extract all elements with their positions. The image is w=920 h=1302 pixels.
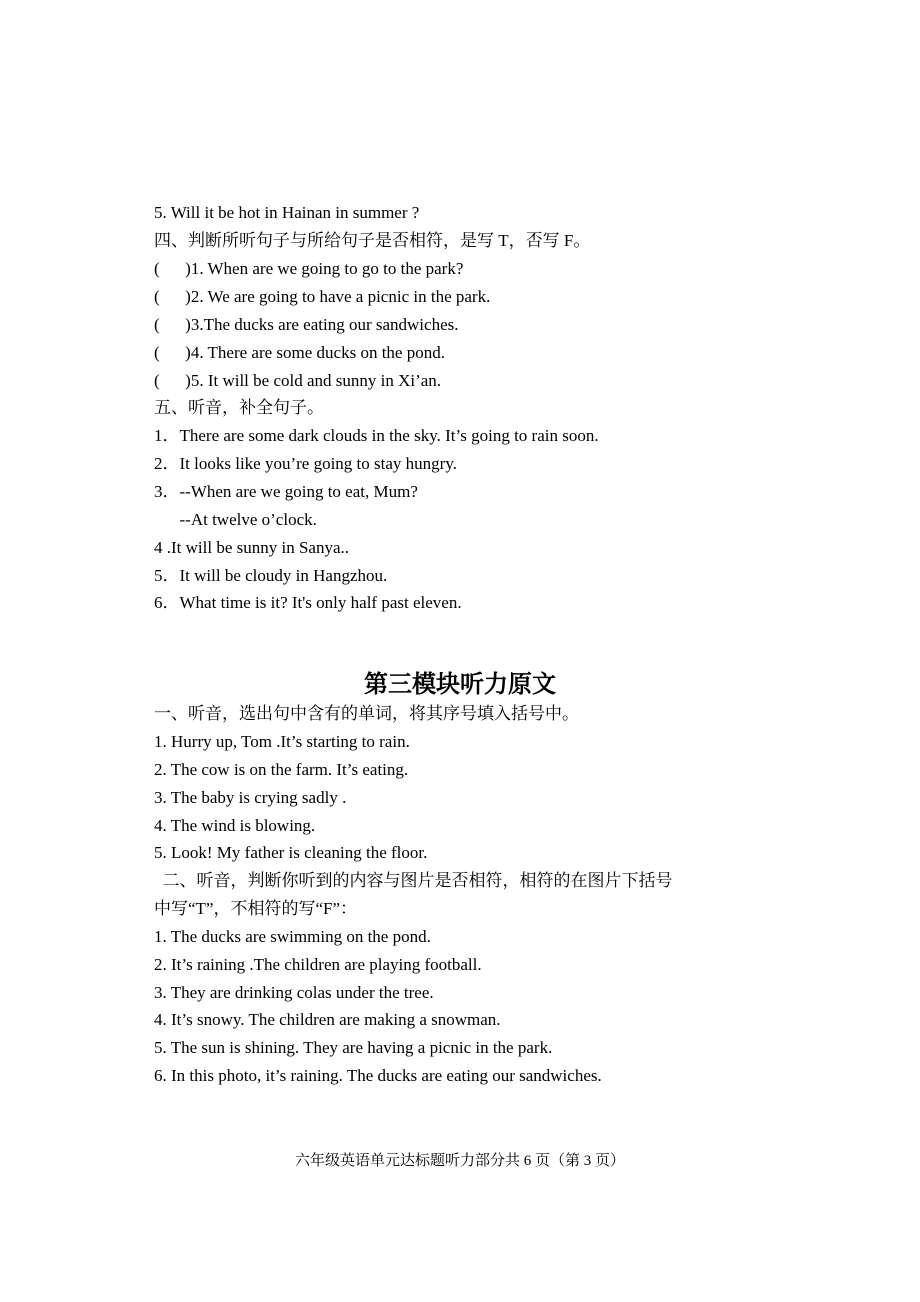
list-item: 1. The ducks are swimming on the pond. [154,927,431,946]
section-heading: 四、判断所听句子与所给句子是否相符，是写 T，否写 F。 [154,231,591,250]
list-item: ( )1. When are we going to go to the park? [154,259,464,278]
question-line: 5. Will it be hot in Hainan in summer ? [154,203,420,222]
list-item: ( )3.The ducks are eating our sandwiches. [154,315,459,334]
list-item: --At twelve o’clock. [154,510,317,529]
section-heading: 二、听音，判断你听到的内容与图片是否相符，相符的在图片下括号 [154,871,673,890]
list-item: 4. It’s snowy. The children are making a snowman. [154,1010,501,1029]
page-footer: 六年级英语单元达标题听力部分共 6 页（第 3 页） [294,1153,625,1169]
list-item: 3. They are drinking colas under the tree. [154,983,434,1002]
list-item: 5. The sun is shining. They are having a picnic in the park. [154,1038,553,1057]
list-item: ( )4. There are some ducks on the pond. [154,343,445,362]
list-item: ( )5. It will be cold and sunny in Xi’an. [154,371,442,390]
list-item: 5．It will be cloudy in Hangzhou. [154,566,388,585]
list-item: ( )2. We are going to have a picnic in the park. [154,287,491,306]
list-item: 4. The wind is blowing. [154,816,316,835]
list-item: 6．What time is it? It's only half past eleven. [154,593,462,612]
list-item: 4 .It will be sunny in Sanya.. [154,538,350,557]
list-item: 1．There are some dark clouds in the sky. It’s going to rain soon. [154,426,599,445]
list-item: 5. Look! My father is cleaning the floor. [154,843,428,862]
list-item: 6. In this photo, it’s raining. The ducks are eating our sandwiches. [154,1066,602,1085]
list-item: 2. It’s raining .The children are playing football. [154,955,482,974]
section-heading: 五、听音，补全句子。 [154,398,324,417]
list-item: 2．It looks like you’re going to stay hungry. [154,454,457,473]
list-item: 1. Hurry up, Tom .It’s starting to rain. [154,732,410,751]
list-item: 3. The baby is crying sadly . [154,788,347,807]
page-title: 第三模块听力原文 [364,672,556,698]
list-item: 3．--When are we going to eat, Mum? [154,482,418,501]
section-heading: 一、听音，选出句中含有的单词，将其序号填入括号中。 [154,704,579,723]
list-item: 2. The cow is on the farm. It’s eating. [154,760,409,779]
section-heading-continued: 中写“T”，不相符的写“F”： [154,899,358,918]
